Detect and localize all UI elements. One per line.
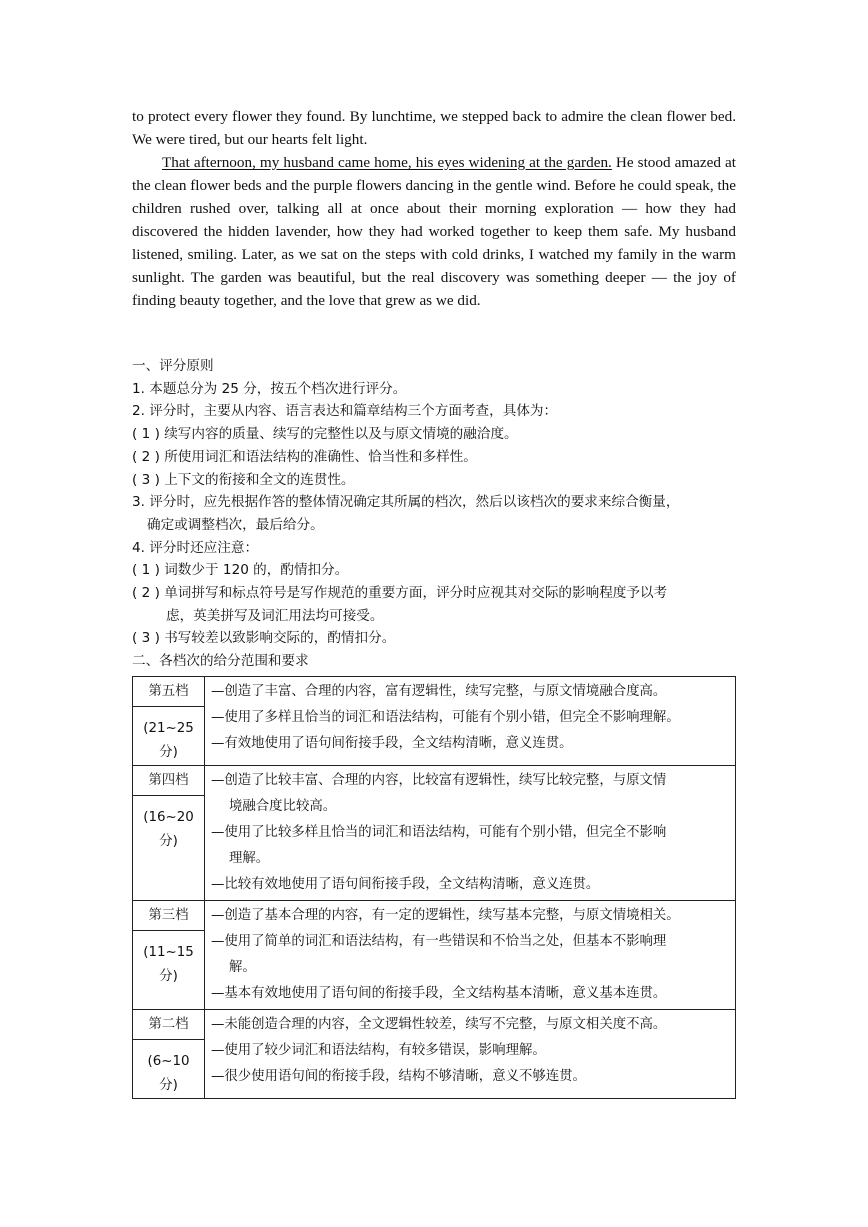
grade-criterion-continued: 境融合度比较高。: [229, 799, 337, 814]
rule-2-item-1: ( 1 ) 续写内容的质量、续写的完整性以及与原文情境的融洽度。: [132, 426, 518, 443]
grade-level-cell: [133, 901, 205, 1010]
section-heading-1: 一、评分原则: [132, 358, 214, 374]
rule-4-item-2: ( 2 ) 单词拼写和标点符号是写作规范的重要方面，评分时应视其对交际的影响程度予以考: [132, 585, 668, 602]
grade-score-range-line: (11~15: [143, 945, 194, 960]
rule-3-continued: 确定或调整档次，最后给分。: [147, 516, 324, 533]
rule-4-item-2-continued: 虑，英美拼写及词汇用法均可接受。: [166, 607, 384, 624]
grade-criterion-text: —比较有效地使用了语句间衔接手段，全文结构清晰，意义连贯。: [211, 877, 600, 892]
grade-criterion: [211, 679, 729, 705]
grade-name: 第四档: [133, 766, 204, 796]
grade-criterion-text: —未能创造合理的内容，全文逻辑性较差，续写不完整，与原文相关度不高。: [211, 1017, 667, 1032]
rule-2-item-3: ( 3 ) 上下文的衔接和全文的连贯性。: [132, 471, 355, 488]
grade-criterion-continued: 解。: [229, 960, 256, 975]
story-paragraph-2: [132, 151, 736, 312]
grade-description-cell: [205, 677, 736, 766]
grade-description-cell: [205, 901, 736, 1010]
grade-criterion-text: —创造了基本合理的内容，有一定的逻辑性，续写基本完整，与原文情境相关。: [211, 908, 680, 923]
grade-description-cell: [205, 766, 736, 901]
rule-1: 1. 本题总分为 25 分，按五个档次进行评分。: [132, 380, 407, 397]
grade-criterion: [211, 731, 729, 757]
grade-score-range-line: 分): [159, 969, 178, 984]
grade-criterion-text: —很少使用语句间的衔接手段，结构不够清晰，意义不够连贯。: [211, 1069, 586, 1084]
grade-criterion: [211, 705, 729, 731]
section-heading-2: 二、各档次的给分范围和要求: [132, 653, 309, 670]
grade-score-range-line: (16~20: [143, 810, 194, 825]
grade-score-range: [133, 931, 204, 989]
grade-score-range: [133, 707, 204, 765]
rule-4-item-3: ( 3 ) 书写较差以致影响交际的，酌情扣分。: [132, 630, 396, 647]
rule-3: 3. 评分时，应先根据作答的整体情况确定其所属的档次，然后以该档次的要求来综合衡量，: [132, 494, 680, 511]
grade-criterion-text: —使用了比较多样且恰当的词汇和语法结构，可能有个别小错，但完全不影响: [211, 825, 667, 840]
grade-name: 第二档: [133, 1010, 204, 1040]
grade-criterion: [211, 1038, 729, 1064]
grade-criterion-text: —使用了较少词汇和语法结构，有较多错误，影响理解。: [211, 1043, 546, 1058]
grade-criterion: [211, 1012, 729, 1038]
grade-criterion-text: —创造了比较丰富、合理的内容，比较富有逻辑性，续写比较完整，与原文情: [211, 773, 667, 788]
grade-score-range: [133, 1040, 204, 1098]
grade-row: [133, 901, 736, 1010]
underlined-sentence: That afternoon, my husband came home, his eyes widening at the garden.: [162, 154, 612, 171]
rule-4-item-1: ( 1 ) 词数少于 120 的，酌情扣分。: [132, 562, 349, 579]
grade-criterion-text: —使用了多样且恰当的词汇和语法结构，可能有个别小错，但完全不影响理解。: [211, 710, 680, 725]
grade-score-range-line: 分): [159, 745, 178, 760]
grade-description-cell: [205, 1010, 736, 1099]
rule-4: 4. 评分时还应注意：: [132, 539, 259, 556]
grade-name: 第三档: [133, 901, 204, 931]
grade-score-range: [133, 796, 204, 854]
grade-score-range-line: (6~10: [147, 1054, 190, 1069]
grade-level-cell: [133, 766, 205, 901]
rule-2-item-2: ( 2 ) 所使用词汇和语法结构的准确性、恰当性和多样性。: [132, 448, 477, 465]
story-text: [132, 105, 736, 312]
grade-score-range-line: 分): [159, 1078, 178, 1093]
story-paragraph-2-rest: He stood amazed at the clean flower beds and the purple flowers dancing in the gentle wind. Before he could speak, the children rushed over, talking all at once about their morning exploration — how they had discovered the hidden lavender, how they had worked together to keep them safe. My husband listened, smiling. Later, as we sat on the steps with cold drinks, I watched my family in the warm sunlight. The garden was beautiful, but the real discovery was something deeper — the joy of finding beauty together, and the love that grew as we did.: [132, 154, 736, 309]
grade-row: [133, 677, 736, 766]
grade-level-cell: [133, 677, 205, 766]
rule-2: 2. 评分时，主要从内容、语言表达和篇章结构三个方面考查，具体为：: [132, 403, 558, 420]
grade-criterion: [211, 1064, 729, 1090]
story-paragraph-1: to protect every flower they found. By lunchtime, we stepped back to admire the clean flower bed. We were tired, but our hearts felt light.: [132, 108, 736, 148]
grade-criterion-continued: 理解。: [229, 851, 270, 866]
grade-criterion-text: —使用了简单的词汇和语法结构，有一些错误和不恰当之处，但基本不影响理: [211, 934, 667, 949]
grade-name: 第五档: [133, 677, 204, 707]
grade-criterion: [211, 929, 729, 981]
scoring-principles: [132, 355, 752, 673]
grade-level-cell: [133, 1010, 205, 1099]
grade-criterion: [211, 768, 729, 820]
grade-row: [133, 766, 736, 901]
grade-criterion-text: —有效地使用了语句间衔接手段，全文结构清晰，意义连贯。: [211, 736, 573, 751]
grade-criterion: [211, 981, 729, 1007]
grade-score-range-line: (21~25: [143, 721, 194, 736]
grade-table: [132, 676, 736, 1099]
grade-criterion-text: —创造了丰富、合理的内容，富有逻辑性，续写完整，与原文情境融合度高。: [211, 684, 667, 699]
grade-row: [133, 1010, 736, 1099]
grade-criterion-text: —基本有效地使用了语句间的衔接手段，全文结构基本清晰，意义基本连贯。: [211, 986, 667, 1001]
grade-score-range-line: 分): [159, 834, 178, 849]
grade-criterion: [211, 872, 729, 898]
grade-criterion: [211, 820, 729, 872]
grade-criterion: [211, 903, 729, 929]
